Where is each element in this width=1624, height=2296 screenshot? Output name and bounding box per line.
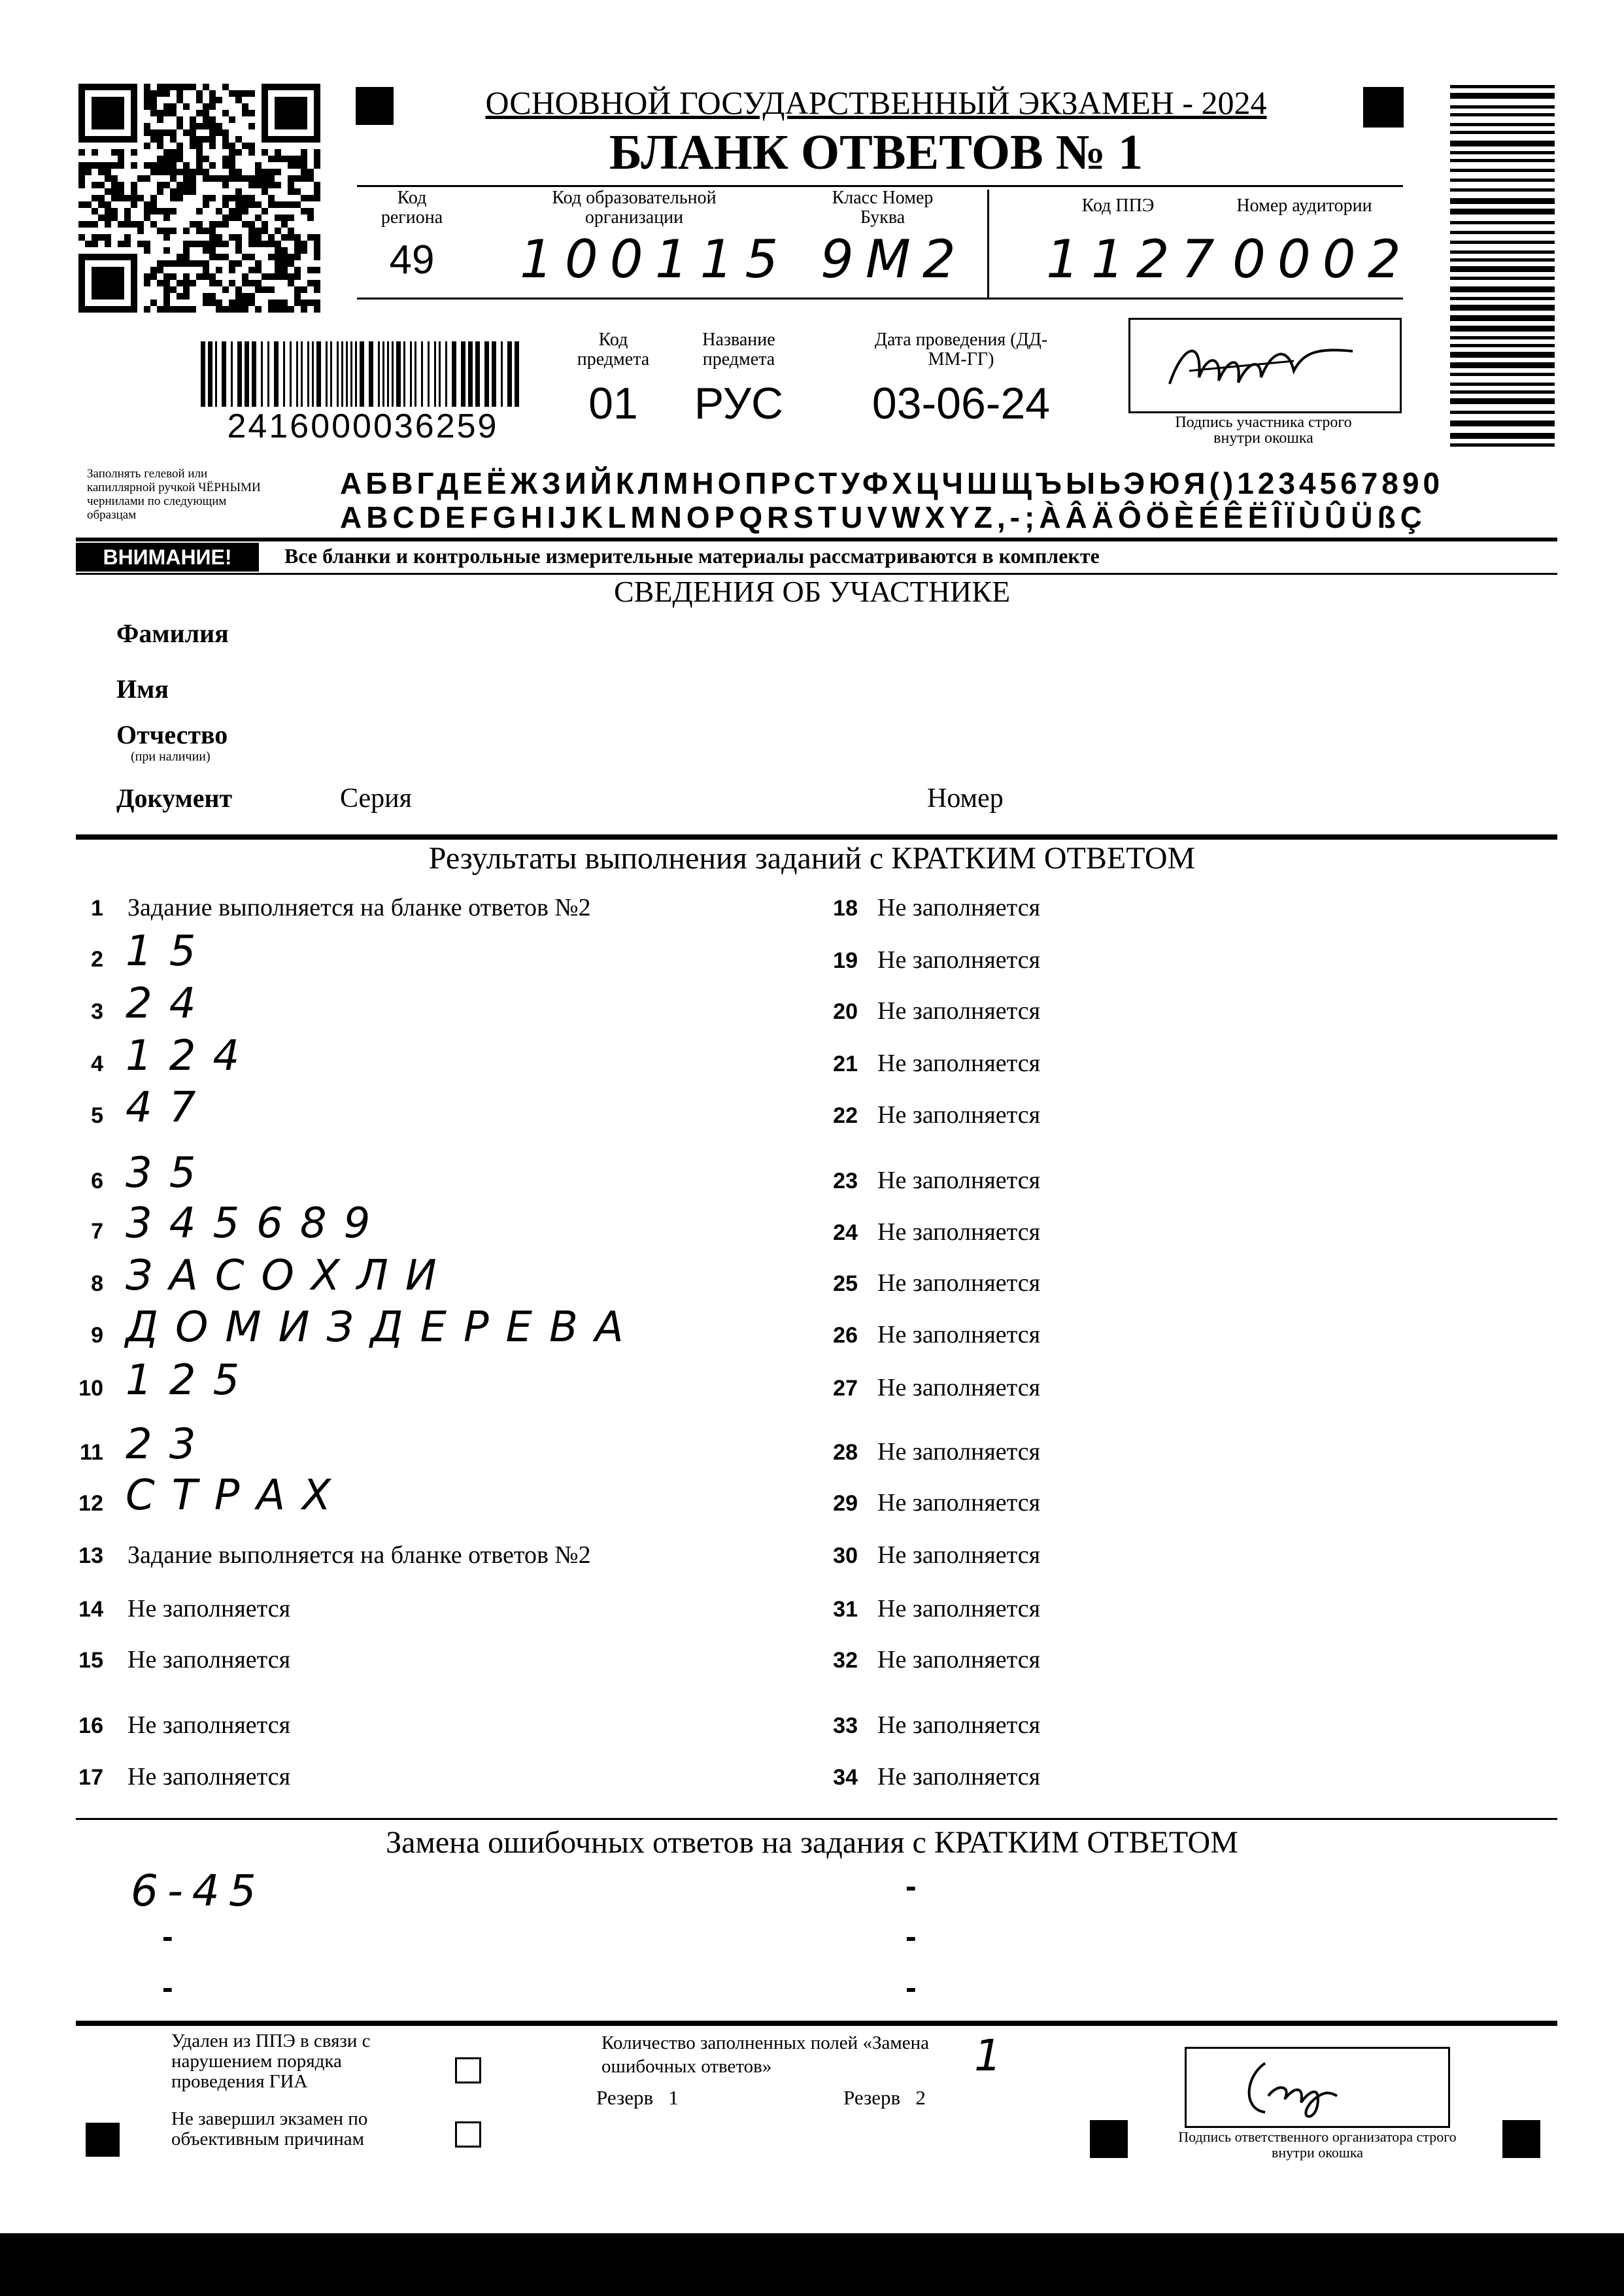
participant-line-bottom: [76, 834, 1557, 840]
name-label: Имя: [116, 674, 169, 704]
qr-code: [78, 84, 320, 313]
number-label: Номер: [927, 783, 1004, 814]
question-number: 13: [78, 1543, 103, 1568]
side-barcode: [1450, 85, 1555, 451]
answer-note: Не заполняется: [877, 894, 1041, 921]
form-title: БЛАНК ОТВЕТОВ № 1: [609, 125, 1143, 180]
question-number: 11: [80, 1440, 103, 1465]
exam-title: ОСНОВНОЙ ГОСУДАРСТВЕННЫЙ ЭКЗАМЕН - 2024: [485, 84, 1267, 121]
question-number: 27: [833, 1376, 858, 1401]
answer-note: Не заполняется: [877, 1489, 1041, 1516]
answer-note: Не заполняется: [877, 997, 1041, 1025]
bottom-band: [0, 2233, 1624, 2296]
barcode-number: 2416000036259: [227, 407, 499, 445]
question-number: 32: [833, 1648, 858, 1673]
marker-top-right: [1363, 87, 1404, 128]
question-number: 5: [91, 1103, 103, 1128]
question-number: 30: [833, 1543, 858, 1568]
results-line-bottom: [76, 1818, 1557, 1820]
participant-signature-caption: Подпись участника строго внутри окошка: [1175, 414, 1352, 447]
removed-checkbox[interactable]: [455, 2057, 481, 2083]
question-number: 9: [91, 1323, 103, 1348]
answer-note: Не заполняется: [877, 1541, 1041, 1569]
codes-bottom-line: [357, 298, 1403, 300]
question-number: 29: [833, 1491, 858, 1516]
sample-row-1: АБВГДЕЁЖЗИЙКЛМНОПРСТУФХЦЧШЩЪЫЬЭЮЯ()1234567890: [340, 466, 1444, 500]
surname-label: Фамилия: [116, 619, 229, 648]
replacement-entry[interactable]: -: [905, 1918, 917, 1955]
answer-field[interactable]: ДОМИЗДЕРЕВА: [126, 1303, 641, 1352]
series-label: Серия: [340, 783, 412, 814]
subject-code-label: Код предмета: [577, 330, 650, 369]
participant-signature: [1163, 332, 1359, 397]
participant-signature-box[interactable]: [1128, 318, 1402, 413]
answer-field[interactable]: 124: [126, 1032, 257, 1080]
participant-section-title: СВЕДЕНИЯ ОБ УЧАСТНИКЕ: [613, 575, 1011, 608]
class-value: 9М2: [820, 229, 968, 290]
answer-note: Не заполняется: [877, 1050, 1041, 1077]
reserve-1-label: Резерв 1: [596, 2086, 679, 2109]
warning-text: Все бланки и контрольные измерительные материалы рассматриваются в комплекте: [284, 544, 1100, 568]
date-label: Дата проведения (ДД-ММ-ГГ): [874, 330, 1048, 369]
question-number: 22: [833, 1103, 858, 1128]
question-number: 2: [91, 947, 103, 972]
codes-divider: [987, 190, 989, 298]
codes-top-line: [357, 185, 1403, 187]
reserve-2-label: Резерв 2: [843, 2086, 926, 2109]
question-number: 8: [91, 1271, 103, 1296]
sample-instruction: Заполнять гелевой или капиллярной ручкой ЧЁРНЫМИ чернилами по следующим образцам: [87, 467, 261, 522]
replacement-line-bottom: [76, 2021, 1557, 2026]
question-number: 17: [78, 1765, 103, 1790]
region-value: 49: [389, 237, 435, 283]
answer-note: Не заполняется: [127, 1595, 291, 1622]
marker-bottom-right: [1502, 2120, 1540, 2158]
replacement-entry[interactable]: -: [905, 1868, 917, 1904]
answer-note: Не заполняется: [877, 946, 1041, 974]
organizer-signature-box[interactable]: [1185, 2047, 1450, 2128]
question-number: 4: [91, 1052, 103, 1076]
question-number: 15: [78, 1648, 103, 1673]
replacement-entry[interactable]: 6-45: [131, 1866, 265, 1916]
subject-code-value: 01: [588, 379, 638, 428]
question-number: 24: [833, 1220, 858, 1245]
question-number: 10: [78, 1376, 103, 1401]
not-finished-label: Не завершил экзамен по объективным причинам: [171, 2108, 368, 2150]
sample-row-2: ABCDEFGHIJKLMNOPQRSTUVWXYZ,-;ÀÂÄÔÖÈÉÊËÎÏÙÛÜßÇ: [340, 500, 1427, 534]
subject-name-label: Название предмета: [702, 330, 775, 369]
question-number: 21: [833, 1052, 858, 1076]
count-value[interactable]: 1: [974, 2030, 1013, 2081]
answer-note: Задание выполняется на бланке ответов №2: [127, 1541, 591, 1569]
answer-field[interactable]: 345689: [126, 1199, 388, 1248]
answer-note: Не заполняется: [127, 1763, 291, 1791]
org-value: 100115: [520, 229, 790, 290]
answer-field[interactable]: 15: [126, 927, 213, 976]
question-number: 28: [833, 1440, 858, 1465]
org-label: Код образовательной организации: [552, 188, 717, 228]
count-label: Количество заполненных полей «Замена ошибочных ответов»: [601, 2032, 929, 2077]
question-number: 18: [833, 896, 858, 921]
answer-note: Не заполняется: [127, 1646, 291, 1673]
patronymic-note: (при наличии): [131, 749, 211, 764]
answer-note: Не заполняется: [877, 1167, 1041, 1194]
answer-note: Не заполняется: [877, 1218, 1041, 1246]
question-number: 12: [78, 1491, 103, 1516]
warning-badge: ВНИМАНИЕ!: [76, 543, 259, 572]
question-number: 26: [833, 1323, 858, 1348]
answer-note: Задание выполняется на бланке ответов №2: [127, 894, 591, 921]
answer-note: Не заполняется: [877, 1646, 1041, 1673]
answer-note: Не заполняется: [877, 1763, 1041, 1791]
replacement-entry[interactable]: -: [905, 1969, 917, 2006]
document-label: Документ: [116, 783, 233, 813]
answer-note: Не заполняется: [127, 1711, 291, 1739]
question-number: 34: [833, 1765, 858, 1790]
answer-field[interactable]: 24: [126, 980, 213, 1028]
answer-note: Не заполняется: [877, 1374, 1041, 1401]
region-label: Код региона: [381, 188, 443, 228]
question-number: 6: [91, 1169, 103, 1193]
organizer-signature-caption: Подпись ответственного организатора строго внутри окошка: [1178, 2129, 1457, 2161]
question-number: 1: [91, 896, 103, 921]
answer-field[interactable]: ЗАСОХЛИ: [126, 1252, 454, 1300]
question-number: 19: [833, 948, 858, 973]
marker-top-left: [356, 87, 394, 125]
removed-label: Удален из ППЭ в связи с нарушением порядка проведения ГИА: [171, 2030, 371, 2092]
question-number: 25: [833, 1271, 858, 1296]
answer-note: Не заполняется: [877, 1595, 1041, 1622]
question-number: 7: [91, 1219, 103, 1244]
replacement-entry[interactable]: -: [162, 1969, 173, 2006]
question-number: 20: [833, 999, 858, 1024]
question-number: 16: [78, 1713, 103, 1738]
results-title: Результаты выполнения заданий с КРАТКИМ ОТВЕТОМ: [428, 841, 1196, 876]
patronymic-label: Отчество: [116, 720, 228, 749]
question-number: 33: [833, 1713, 858, 1738]
subject-name-value: РУС: [694, 379, 784, 428]
ppe-label: Код ППЭ: [1081, 196, 1155, 216]
answer-note: Не заполняется: [877, 1321, 1041, 1348]
answer-note: Не заполняется: [877, 1269, 1041, 1297]
replacement-entry[interactable]: -: [162, 1918, 173, 1955]
room-label: Номер аудитории: [1236, 196, 1372, 216]
marker-bottom-mid: [1090, 2120, 1128, 2158]
question-number: 14: [78, 1597, 103, 1622]
sample-line-top: [76, 538, 1557, 541]
main-barcode: [193, 341, 533, 446]
replacement-title: Замена ошибочных ответов на задания с КРАТКИМ ОТВЕТОМ: [386, 1825, 1238, 1860]
answer-field[interactable]: 35: [126, 1149, 213, 1197]
answer-field[interactable]: 47: [126, 1084, 213, 1132]
ppe-value: 1127: [1046, 229, 1226, 290]
answer-field[interactable]: СТРАХ: [126, 1471, 348, 1520]
date-value: 03-06-24: [871, 379, 1051, 428]
question-number: 31: [833, 1597, 858, 1622]
class-label: Класс Номер Буква: [832, 188, 934, 228]
organizer-signature: [1239, 2050, 1370, 2122]
answer-note: Не заполняется: [877, 1438, 1041, 1465]
room-value: 0002: [1232, 229, 1413, 290]
marker-bottom-left: [86, 2123, 120, 2157]
question-number: 3: [91, 999, 103, 1024]
answer-field[interactable]: 125: [126, 1356, 257, 1405]
not-finished-checkbox[interactable]: [455, 2121, 481, 2148]
answer-note: Не заполняется: [877, 1101, 1041, 1129]
answer-field[interactable]: 23: [126, 1420, 213, 1469]
question-number: 23: [833, 1169, 858, 1193]
answer-note: Не заполняется: [877, 1711, 1041, 1739]
